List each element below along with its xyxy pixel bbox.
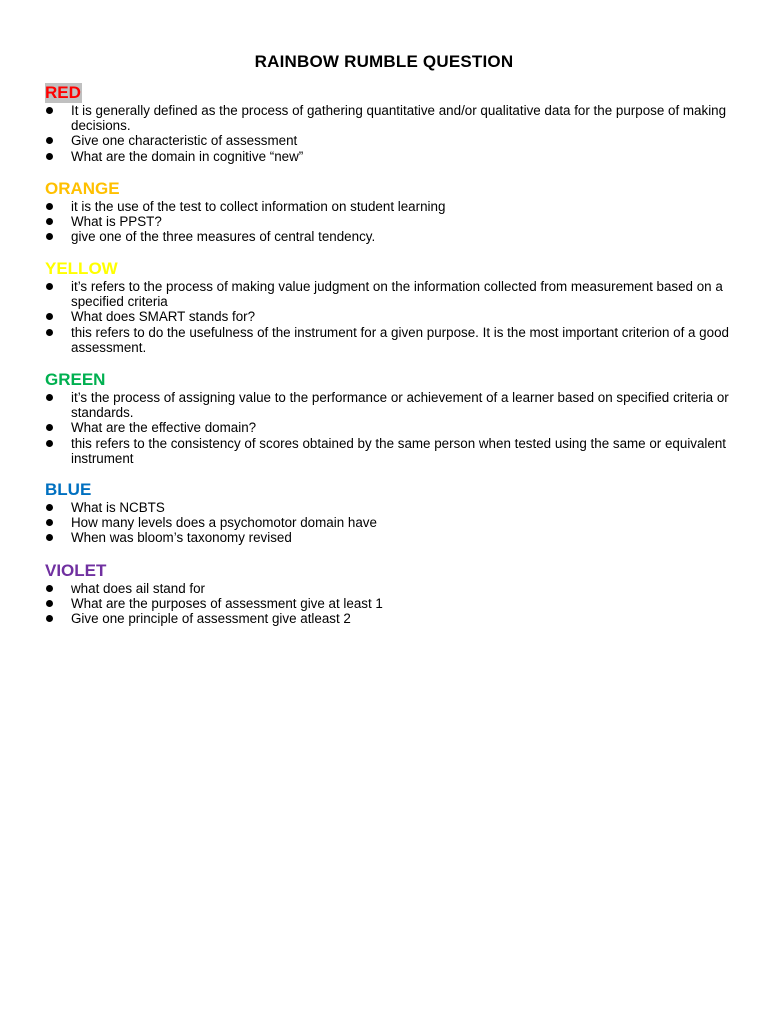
- bullet-icon: [46, 504, 53, 511]
- bullet-icon: [46, 107, 53, 114]
- section-blue: [45, 480, 735, 546]
- question-text: When was bloom’s taxonomy revised: [71, 530, 292, 546]
- list-item: [45, 214, 735, 229]
- section-orange: [45, 179, 735, 245]
- question-text: this refers to do the usefulness of the instrument for a given purpose. It is the most important criterion of a good assessment.: [71, 324, 729, 355]
- question-text: it’s refers to the process of making value judgment on the information collected from measurement based on a specified criteria: [71, 279, 723, 310]
- bullet-icon: [46, 615, 53, 622]
- question-text: It is generally defined as the process of gathering quantitative and/or qualitative data for the purpose of making decisions.: [71, 103, 727, 134]
- bullet-icon: [46, 218, 53, 225]
- section-red: [45, 83, 735, 164]
- bullet-icon: [46, 313, 53, 320]
- bullet-icon: [46, 585, 53, 592]
- section-heading-red-label: RED: [45, 83, 81, 102]
- list-item: [45, 436, 735, 466]
- list-item: [45, 103, 735, 133]
- question-text: this refers to the consistency of scores obtained by the same person when tested using the same or equivalent instrument: [71, 435, 727, 466]
- section-violet: [45, 561, 735, 627]
- list-item: [45, 229, 735, 244]
- bullet-icon: [46, 137, 53, 144]
- list-item: [45, 149, 735, 164]
- question-text: What are the effective domain?: [71, 420, 257, 436]
- question-text: Give one characteristic of assessment: [71, 133, 298, 149]
- bullet-icon: [46, 424, 53, 431]
- section-heading-orange: [45, 179, 735, 199]
- question-list-violet: [45, 581, 735, 627]
- section-heading-blue-label: BLUE: [45, 480, 92, 499]
- section-heading-blue: [45, 480, 735, 500]
- section-heading-orange-label: ORANGE: [45, 179, 120, 198]
- question-text: what does ail stand for: [71, 581, 205, 596]
- list-item: [45, 500, 735, 515]
- question-text: What are the domain in cognitive “new”: [71, 148, 304, 164]
- bullet-icon: [46, 329, 53, 336]
- list-item: [45, 420, 735, 435]
- list-item: [45, 279, 735, 309]
- question-list-orange: [45, 199, 735, 245]
- document-title: RAINBOW RUMBLE QUESTION: [254, 52, 514, 71]
- list-item: [45, 515, 735, 530]
- question-list-yellow: [45, 279, 735, 355]
- bullet-icon: [46, 283, 53, 290]
- bullet-icon: [46, 440, 53, 447]
- bullet-icon: [46, 153, 53, 160]
- question-list-red: [45, 103, 735, 164]
- bullet-icon: [46, 233, 53, 240]
- list-item: [45, 309, 735, 324]
- section-heading-green-label: GREEN: [45, 370, 106, 389]
- section-yellow: [45, 259, 735, 355]
- bullet-icon: [46, 534, 53, 541]
- list-item: [45, 611, 735, 626]
- list-item: [45, 199, 735, 214]
- question-text: it’s the process of assigning value to the performance or achievement of a learner based on specified criteria or standards.: [71, 390, 729, 421]
- question-list-green: [45, 390, 735, 466]
- question-text: Give one principle of assessment give atleast 2: [71, 611, 351, 627]
- question-list-blue: [45, 500, 735, 546]
- list-item: [45, 325, 735, 355]
- bullet-icon: [46, 394, 53, 401]
- list-item: [45, 390, 735, 420]
- question-text: What is NCBTS: [71, 500, 165, 515]
- question-text: give one of the three measures of central tendency.: [71, 229, 376, 245]
- list-item: [45, 596, 735, 611]
- question-text: What is PPST?: [71, 214, 162, 230]
- section-heading-violet-label: VIOLET: [45, 561, 107, 580]
- section-heading-yellow-label: YELLOW: [45, 259, 118, 278]
- question-text: How many levels does a psychomotor domain have: [71, 515, 377, 531]
- list-item: [45, 581, 735, 596]
- section-heading-violet: [45, 561, 735, 581]
- question-text: What are the purposes of assessment give at least 1: [71, 596, 383, 612]
- list-item: [45, 133, 735, 148]
- section-heading-red: [45, 83, 735, 103]
- bullet-icon: [46, 600, 53, 607]
- section-green: [45, 370, 735, 466]
- question-text: What does SMART stands for?: [71, 309, 256, 325]
- section-heading-yellow: [45, 259, 735, 279]
- question-text: it is the use of the test to collect information on student learning: [71, 199, 446, 214]
- list-item: [45, 530, 735, 545]
- bullet-icon: [46, 519, 53, 526]
- section-heading-green: [45, 370, 735, 390]
- bullet-icon: [46, 203, 53, 210]
